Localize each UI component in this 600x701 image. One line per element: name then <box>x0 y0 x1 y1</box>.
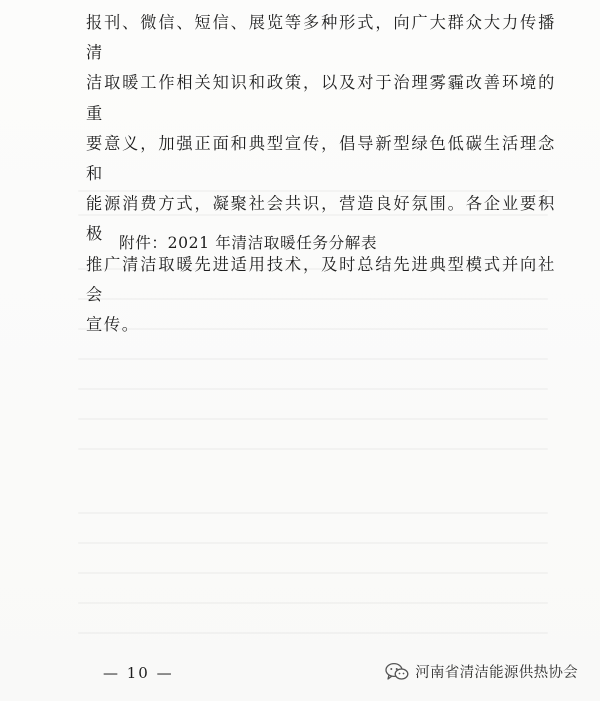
paragraph-line: 要意义，加强正面和典型宣传，倡导新型绿色低碳生活理念和 <box>86 133 556 184</box>
bleed-through-line <box>78 448 548 450</box>
bleed-through-line <box>78 358 548 360</box>
bleed-through-line <box>78 632 548 634</box>
bleed-through-line <box>78 602 548 604</box>
wechat-watermark <box>385 661 578 682</box>
paragraph-line: 推广清洁取暖先进适用技术，及时总结先进典型模式并向社会 <box>86 254 556 304</box>
bleed-through-line <box>78 418 548 420</box>
bleed-through-line <box>78 512 548 514</box>
watermark-text: 河南省清洁能源供热协会 <box>415 665 578 681</box>
wechat-icon <box>385 662 409 682</box>
bleed-through-line <box>78 572 548 574</box>
page-number: — 10 — <box>103 664 174 682</box>
bleed-through-line <box>78 388 548 390</box>
bleed-through-line <box>78 542 548 544</box>
paragraph-line: 能源消费方式，凝聚社会共识，营造良好氛围。各企业要积极 <box>86 194 556 244</box>
body-paragraph <box>86 8 556 340</box>
paragraph-line: 洁取暖工作相关知识和政策，以及对于治理雾霾改善环境的重 <box>86 73 556 123</box>
paragraph-line: 报刊、微信、短信、展览等多种形式，向广大群众大力传播清 <box>86 13 556 63</box>
attachment-line: 附件：2021 年清洁取暖任务分解表 <box>119 234 378 252</box>
paragraph-line: 宣传。 <box>86 315 140 335</box>
